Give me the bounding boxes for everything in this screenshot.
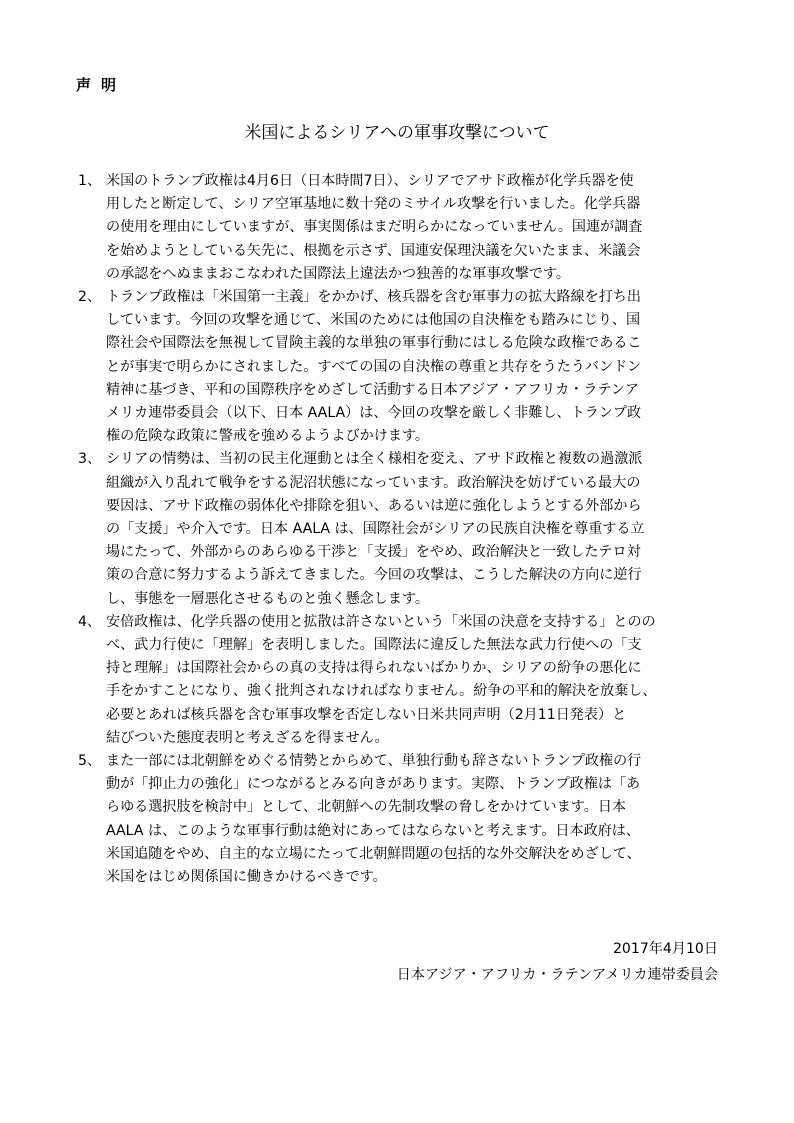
text-line: 必要とあれば核兵器を含む軍事攻撃を否定しない日米共同声明（2月11日発表）と xyxy=(106,706,627,723)
paragraph-number: 2、 xyxy=(78,289,102,306)
text-line: 米国のトランプ政権は4月6日（日本時間7日）、シリアでアサド政権が化学兵器を使 xyxy=(106,173,634,189)
text-line: 結びついた態度表明と考えざるを得ません。 xyxy=(106,729,389,746)
statement-body xyxy=(78,170,728,889)
text-line: の承認をへぬままおこなわれた国際法上違法かつ独善的な軍事攻撃です。 xyxy=(106,265,570,282)
text-line: 精神に基づき、平和の国際秩序をめざして活動する日本アジア・アフリカ・ラテンア xyxy=(106,381,640,398)
text-line: 際社会や国際法を無視して冒険主義的な単独の軍事行動にはしる危険な政権であるこ xyxy=(106,335,642,352)
signature-block xyxy=(397,936,718,988)
text-line: 場にたって、外部からのあらゆる干渉と「支援」をやめ、政治解決と一致したテロ対 xyxy=(106,544,641,561)
text-line: しています。今回の攻撃を通じて、米国のためには他国の自決権をも踏みにじり、国 xyxy=(106,312,641,329)
text-line: 組織が入り乱れて戦争をする泥沼状態になっています。政治解決を妨げている最大の xyxy=(106,474,641,491)
paragraph-text xyxy=(106,611,728,750)
text-line: とが事実で明らかにされました。すべての国の自決権の尊重と共存をうたうバンドン xyxy=(106,358,642,375)
paragraph-text xyxy=(106,170,728,286)
paragraph-5 xyxy=(78,750,728,889)
paragraph-4 xyxy=(78,611,728,750)
paragraph-text xyxy=(106,286,728,448)
paragraph-number: 1、 xyxy=(78,173,102,189)
paragraph-text xyxy=(106,750,728,889)
document-title: 米国によるシリアへの軍事攻撃について xyxy=(244,123,550,143)
paragraph-number: 3、 xyxy=(78,451,102,468)
paragraph-number: 4、 xyxy=(78,613,102,630)
text-line: AALA は、このような軍事行動は絶対にあってはならないと考えます。日本政府は、 xyxy=(106,822,640,839)
paragraph-2 xyxy=(78,286,728,448)
text-line: トランプ政権は「米国第一主義」をかかげ、核兵器を含む軍事力の拡大路線を打ち出 xyxy=(106,289,641,306)
text-line: を始めようとしている矢先に、根拠を示さず、国連安保理決議を欠いたまま、米議会 xyxy=(106,242,641,259)
text-line: 米国追随をやめ、自主的な立場にたって北朝鮮問題の包括的な外交解決をめざして、 xyxy=(106,845,641,862)
text-line: 策の合意に努力するよう訴えてきました。今回の攻撃は、こうした解決の方向に逆行 xyxy=(106,567,642,584)
statement-heading: 声明 xyxy=(76,76,127,94)
text-line: メリカ連帯委員会（以下、日本 AALA）は、今回の攻撃を厳しく非難し、トランプ政 xyxy=(106,405,642,422)
text-line: 権の危険な政策に警戒を強めるようよびかけます。 xyxy=(106,428,430,445)
text-line: 手をかすことになり、強く批判されなければなりません。紛争の平和的解決を放棄し、 xyxy=(106,683,657,700)
text-line: 用したと断定して、シリア空軍基地に数十発のミサイル攻撃を行いました。化学兵器 xyxy=(106,196,641,213)
text-line: べ、武力行使に「理解」を表明しました。国際法に違反した無法な武力行使への「支 xyxy=(106,637,642,654)
paragraph-number: 5、 xyxy=(78,753,102,770)
paragraph-text xyxy=(106,448,728,610)
text-line: 安倍政権は、化学兵器の使用と拡散は許さないという「米国の決意を支持する」とのの xyxy=(106,613,656,630)
text-line: シリアの情勢は、当初の民主化運動とは全く様相を変え、アサド政権と複数の過激派 xyxy=(106,451,643,468)
text-line: 米国をはじめ関係国に働きかけるべきです。 xyxy=(106,869,387,886)
paragraph-1 xyxy=(78,170,728,286)
text-line: 持と理解」は国際社会からの真の支持は得られないばかりか、シリアの紛争の悪化に xyxy=(106,660,642,677)
text-line: 動が「抑止力の強化」につながるとみる向きがあります。実際、トランプ政権は「あ xyxy=(106,776,641,793)
signature-date: 2017年4月10日 xyxy=(612,941,718,957)
paragraph-3 xyxy=(78,448,728,610)
text-line: し、事態を一層悪化させるものと強く懸念します。 xyxy=(106,590,430,607)
text-line: らゆる選択肢を検討中」として、北朝鮮への先制攻撃の脅しをかけています。日本 xyxy=(106,799,627,816)
text-line: の「支援」や介入です。日本 AALA は、国際社会がシリアの民族自決権を尊重する立 xyxy=(106,521,645,538)
text-line: また一部には北朝鮮をめぐる情勢とからめて、単独行動も辞さないトランプ政権の行 xyxy=(106,753,642,770)
text-line: の使用を理由にしていますが、事実関係はまだ明らかになっていません。国連が調査 xyxy=(106,219,643,236)
signature-organization: 日本アジア・アフリカ・ラテンアメリカ連帯委員会 xyxy=(396,967,718,983)
text-line: 要因は、アサド政権の弱体化や排除を狙い、あるいは逆に強化しようとする外部から xyxy=(106,497,642,514)
